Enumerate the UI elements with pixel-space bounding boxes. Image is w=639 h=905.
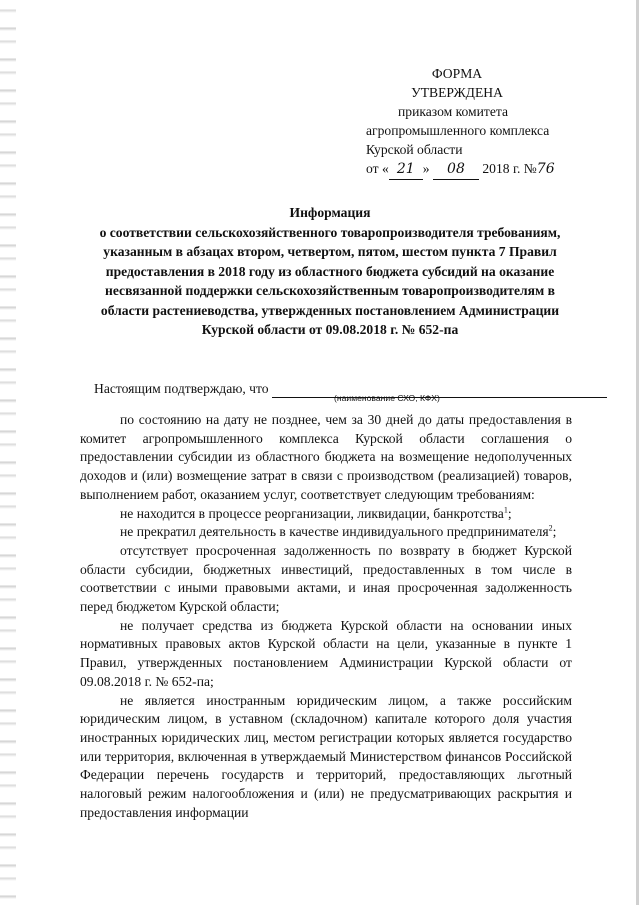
date-year: 2018 г. № bbox=[482, 161, 537, 176]
requirement-no-reorganization-end: ; bbox=[507, 505, 512, 521]
date-month: 08 bbox=[433, 160, 479, 180]
footnote-ref-1: 1 bbox=[503, 504, 508, 514]
date-number: 76 bbox=[536, 161, 555, 177]
requirements-body bbox=[80, 411, 572, 822]
requirement-not-foreign: не является иностранным юридическим лицом, а также российским юридическим лицом, в уставном (складочном) капитале которого доля участия иностранных юридических лиц, местом регистрации которых является государство или территория, включенная в утверждаемый Министерством финансов Российской Федерации перечень государств и территорий, предоставляющих льготный налоговый режим налогообложения и (или) не предусматривающих раскрытия и предоставления информации bbox=[80, 692, 572, 820]
approval-ministry: агропромышленного комплекса bbox=[366, 123, 550, 138]
approval-block bbox=[360, 64, 590, 180]
requirements-intro: по состоянию на дату не позднее, чем за 30 дней до даты предоставления в комитет агропромышленного комплекса Курской области соглашения о предоставлении субсидии из областного бюджета на возмещение недополученных доходов и (или) возмещение затрат в связи с производством (реализацией) товаров, выполнением работ, оказанием услуг, соответствует следующим требованиям: bbox=[80, 412, 572, 502]
date-mid: » bbox=[422, 161, 430, 176]
requirement-not-ceased-end: ; bbox=[552, 524, 557, 540]
footnote-ref-2: 2 bbox=[548, 523, 553, 533]
requirement-not-ceased-text: не прекратил деятельность в качестве индивидуального предпринимателя bbox=[120, 524, 549, 540]
requirement-not-ceased bbox=[80, 523, 572, 542]
confirm-hint: (наименование СХО, КФХ) bbox=[334, 393, 440, 403]
form-approved: УТВЕРЖДЕНА bbox=[411, 85, 503, 100]
approval-region: Курской области bbox=[366, 142, 463, 157]
info-heading bbox=[80, 203, 580, 340]
confirm-line bbox=[94, 380, 544, 398]
requirement-no-reorganization-text: не находится в процессе реорганизации, ликвидации, банкротства bbox=[120, 505, 504, 521]
form-title: ФОРМА bbox=[431, 66, 483, 81]
date-day: 21 bbox=[389, 160, 423, 180]
date-prefix: от « bbox=[366, 161, 389, 176]
info-title: Информация bbox=[289, 205, 371, 220]
requirement-no-other-funds: не получает средства из бюджета Курской области на основании иных нормативных правовых актов Курской области на цели, указанные в пункте 1 Правил, утвержденных постановлением Администрации Курской области от 09.08.2018 г. № 652-па; bbox=[80, 617, 572, 689]
requirement-no-debt: отсутствует просроченная задолженность по возврату в бюджет Курской области субсидии, бюджетных инвестиций, предоставленных в том числе в соответствии с иными правовыми актами, и иная просроченная задолженность перед бюджетом Курской области; bbox=[80, 542, 572, 615]
info-text: о соответствии сельскохозяйственного товаропроизводителя требованиям, указанным в абзацах втором, четвертом, пятом, шестом пункта 7 Правил предоставления в 2018 году из областного бюджета субсидий на оказание несвязанной поддержки сельскохозяйственным товаропроизводителям в области растениеводства, утвержденных постановлением Администрации Курской области от 09.08.2018 г. № 652-па bbox=[99, 224, 561, 337]
confirm-text: Настоящим подтверждаю, что bbox=[94, 381, 269, 396]
scan-left-edge bbox=[0, 0, 16, 905]
approval-date-line bbox=[360, 159, 590, 180]
approval-decree: приказом комитета bbox=[398, 104, 509, 119]
requirement-no-reorganization bbox=[80, 505, 572, 524]
